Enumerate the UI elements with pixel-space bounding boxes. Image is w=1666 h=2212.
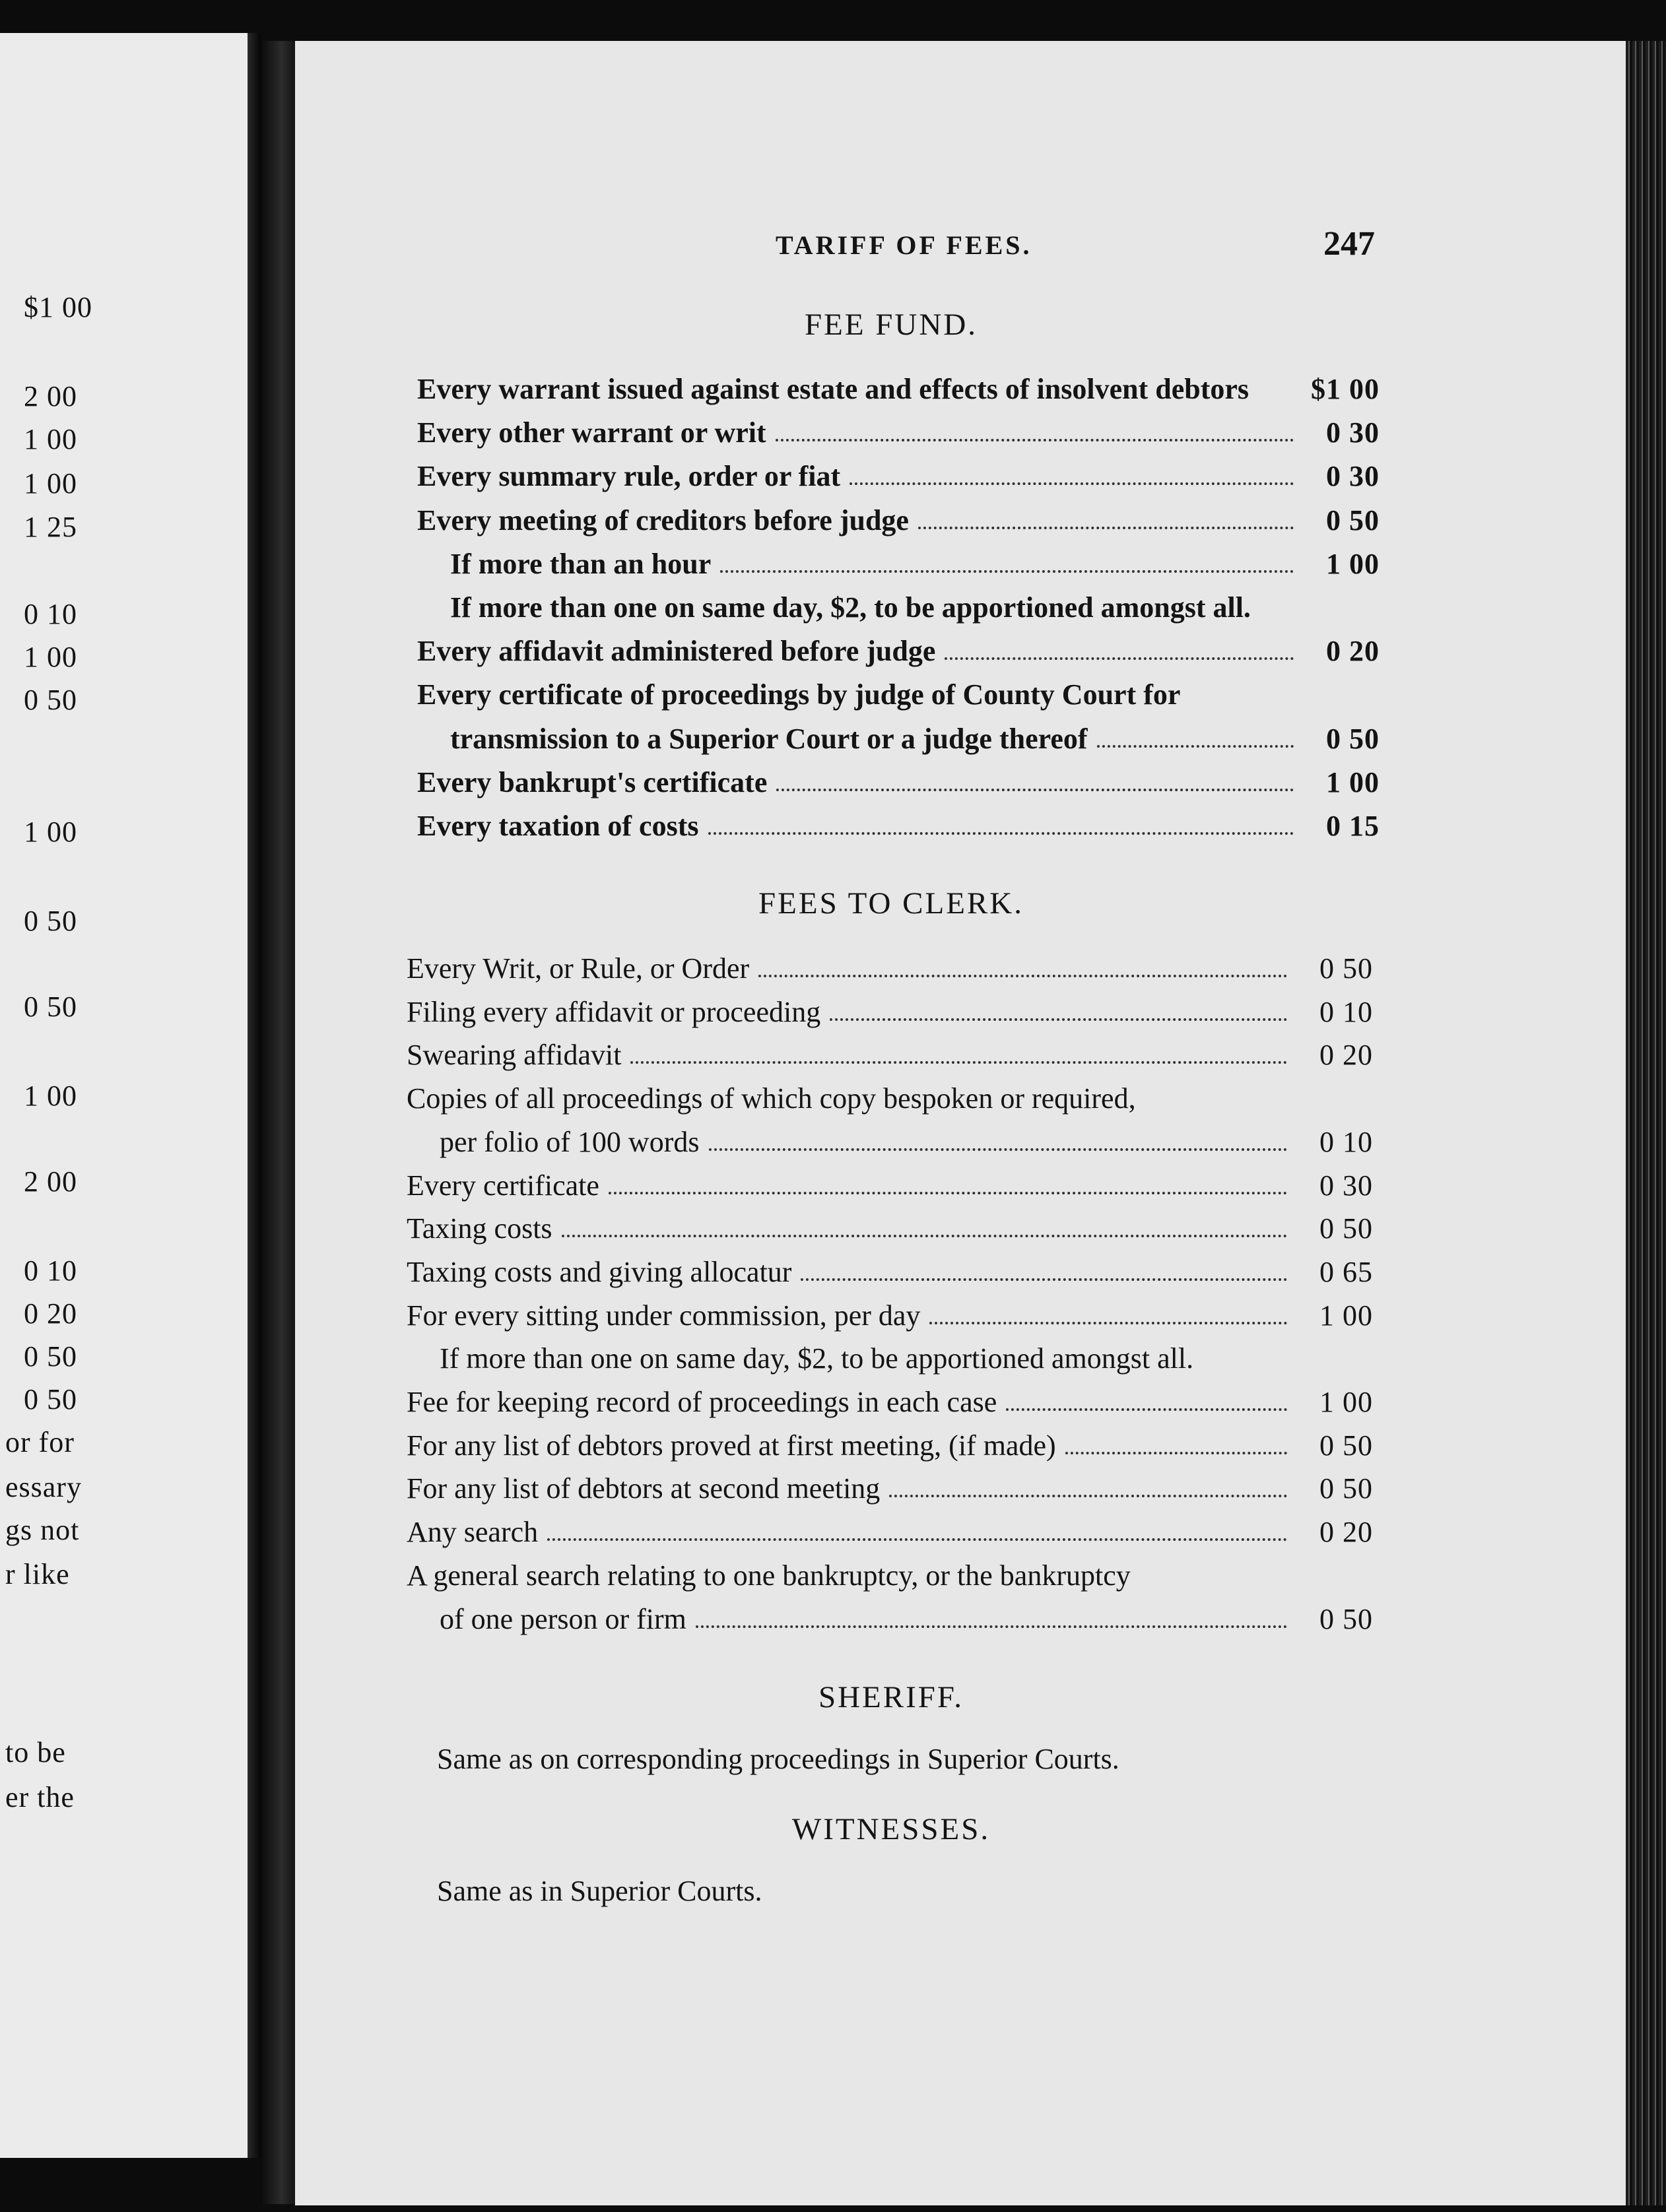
fee-amount: 0 10	[1319, 1125, 1373, 1158]
dot-leader	[609, 1192, 1287, 1194]
fee-row	[417, 453, 1380, 493]
dot-leader	[801, 1278, 1287, 1281]
fee-amount: 0 50	[1319, 952, 1373, 985]
fee-description: Every bankrupt's certificate	[417, 765, 768, 798]
fee-description: Taxing costs and giving allocatur	[407, 1255, 792, 1288]
fee-row	[407, 1206, 1373, 1245]
left-page-fragment: essary	[5, 1471, 82, 1503]
gutter-shadow	[248, 33, 261, 2158]
dot-leader	[1097, 745, 1294, 748]
fee-description: Any search	[407, 1516, 539, 1549]
fee-amount: 0 30	[1319, 1169, 1373, 1202]
left-facing-page	[0, 33, 248, 2158]
fee-amount: 0 50	[1319, 1472, 1373, 1505]
fee-row	[417, 760, 1380, 799]
left-page-fragment: 1 25	[24, 511, 77, 543]
fee-amount: 1 00	[1326, 765, 1380, 798]
fee-row	[407, 1553, 1373, 1592]
fee-row	[417, 628, 1380, 668]
fee-description: Every meeting of creditors before judge	[417, 504, 909, 537]
left-page-fragment: 1 00	[24, 423, 77, 455]
fee-description: per folio of 100 words	[440, 1125, 700, 1158]
page-gutter	[261, 41, 295, 2204]
left-page-fragment: to be	[5, 1736, 66, 1769]
fee-row	[407, 1509, 1373, 1549]
left-page-fragment: er the	[5, 1781, 75, 1813]
fee-amount: 1 00	[1319, 1299, 1373, 1332]
fee-description: Fee for keeping record of proceedings in each case	[407, 1386, 997, 1418]
dot-leader	[547, 1538, 1287, 1541]
dot-leader	[945, 657, 1294, 660]
fee-description: A general search relating to one bankruptcy, or the bankruptcy	[407, 1559, 1131, 1592]
dot-leader	[758, 975, 1287, 977]
fee-description: Swearing affidavit	[407, 1039, 622, 1072]
fee-description: For any list of debtors proved at first meeting, (if made)	[407, 1429, 1056, 1462]
fee-amount: 0 20	[1326, 635, 1380, 668]
dot-leader	[889, 1495, 1287, 1497]
fee-amount: 0 30	[1326, 416, 1380, 449]
dot-leader	[709, 1148, 1288, 1151]
fee-row	[450, 541, 1380, 581]
fee-description: Filing every affidavit or proceeding	[407, 995, 821, 1028]
sheriff-text: Same as on corresponding proceedings in Superior Courts.	[437, 1743, 1119, 1775]
fee-row	[407, 1423, 1373, 1462]
fee-row	[407, 1076, 1373, 1115]
dot-leader	[630, 1061, 1287, 1064]
dot-leader	[830, 1018, 1287, 1021]
fee-amount: 0 50	[1319, 1602, 1373, 1635]
left-page-fragment: 0 50	[24, 684, 77, 716]
left-page-fragment: r like	[5, 1558, 70, 1590]
left-page-fragment: 0 20	[24, 1297, 77, 1330]
fee-amount: 0 30	[1326, 460, 1380, 493]
fee-row	[407, 1466, 1373, 1505]
fee-row	[440, 1596, 1373, 1636]
left-page-fragment: 1 00	[24, 467, 77, 500]
fee-row	[417, 410, 1380, 449]
fee-row	[407, 1032, 1373, 1072]
fee-amount: 0 50	[1319, 1429, 1373, 1462]
left-page-fragment: 1 00	[24, 1080, 77, 1112]
dot-leader	[562, 1235, 1287, 1237]
fee-row	[407, 1163, 1373, 1202]
fee-description: Every certificate	[407, 1169, 599, 1202]
witnesses-heading: WITNESSES.	[791, 1812, 991, 1846]
fee-description: Every Writ, or Rule, or Order	[407, 952, 750, 985]
fee-amount: 0 50	[1319, 1212, 1373, 1245]
left-page-fragment: 0 10	[24, 1254, 77, 1287]
left-page-fragment: $1 00	[24, 291, 92, 323]
fee-fund-heading: FEE FUND.	[804, 308, 978, 342]
left-page-fragment: or for	[5, 1426, 75, 1458]
fee-row	[407, 989, 1373, 1029]
left-page-fragment: 2 00	[24, 380, 77, 412]
fee-row	[417, 672, 1380, 711]
left-page-fragment: 1 00	[24, 816, 77, 848]
fee-row	[407, 1249, 1373, 1289]
dot-leader	[1065, 1452, 1287, 1454]
fee-row	[417, 366, 1380, 406]
fee-amount: 1 00	[1319, 1386, 1373, 1418]
fee-row	[417, 803, 1380, 843]
fee-amount: 0 20	[1319, 1516, 1373, 1549]
fee-amount: 0 65	[1319, 1255, 1373, 1288]
page-edge-stack	[1626, 41, 1666, 2205]
left-page-fragment: 1 00	[24, 641, 77, 673]
running-title: TARIFF OF FEES.	[776, 230, 1032, 260]
fee-description: Every affidavit administered before judge	[417, 635, 936, 668]
fee-row	[440, 1119, 1373, 1159]
fee-row	[407, 946, 1373, 985]
left-page-fragment: 0 50	[24, 1383, 77, 1415]
fee-description: Every summary rule, order or fiat	[417, 460, 841, 493]
left-page-fragment: 0 50	[24, 991, 77, 1023]
sheriff-heading: SHERIFF.	[818, 1680, 964, 1714]
dot-leader	[776, 789, 1294, 791]
fee-amount: $1 00	[1311, 373, 1380, 405]
fee-amount: 0 50	[1326, 722, 1380, 755]
fee-amount: 0 10	[1319, 995, 1373, 1028]
fees-to-clerk-heading: FEES TO CLERK.	[758, 886, 1024, 921]
fee-description: of one person or firm	[440, 1602, 686, 1635]
dot-leader	[696, 1625, 1287, 1628]
left-page-fragment: gs not	[5, 1514, 80, 1546]
fee-row	[407, 1379, 1373, 1419]
fee-row	[417, 498, 1380, 537]
fee-description: Every other warrant or writ	[417, 416, 766, 449]
fee-amount: 0 15	[1326, 810, 1380, 842]
fee-description: transmission to a Superior Court or a judge thereof	[450, 722, 1088, 755]
fee-description: Copies of all proceedings of which copy bespoken or required,	[407, 1082, 1136, 1115]
left-page-fragment: 0 50	[24, 1340, 77, 1373]
fee-amount: 1 00	[1326, 547, 1380, 580]
fee-description: Taxing costs	[407, 1212, 552, 1245]
witnesses-text: Same as in Superior Courts.	[437, 1875, 762, 1907]
fee-row	[407, 1293, 1373, 1332]
fee-description: If more than one on same day, $2, to be apportioned amongst all.	[440, 1342, 1194, 1375]
fee-amount: 0 50	[1326, 504, 1380, 537]
left-page-fragment: 0 50	[24, 905, 77, 937]
fee-row	[440, 1336, 1373, 1375]
fee-description: If more than an hour	[450, 547, 712, 580]
fee-row	[450, 585, 1380, 624]
fee-description: Every taxation of costs	[417, 810, 699, 842]
dot-leader	[720, 570, 1294, 573]
fee-description: For any list of debtors at second meeting	[407, 1472, 881, 1505]
fee-description: Every warrant issued against estate and effects of insolvent debtors	[417, 373, 1249, 405]
fee-description: For every sitting under commission, per day	[407, 1299, 921, 1332]
fee-description: If more than one on same day, $2, to be apportioned amongst all.	[450, 591, 1251, 624]
left-page-fragment: 0 10	[24, 598, 77, 630]
page-number: 247	[1323, 225, 1375, 263]
dot-leader	[776, 439, 1294, 441]
dot-leader	[918, 527, 1294, 529]
dot-leader	[929, 1322, 1287, 1324]
fee-row	[450, 716, 1380, 756]
left-page-fragment: 2 00	[24, 1165, 77, 1198]
fee-description: Every certificate of proceedings by judge of County Court for	[417, 678, 1181, 711]
dot-leader	[708, 832, 1294, 835]
dot-leader	[1006, 1408, 1287, 1411]
fee-amount: 0 20	[1319, 1039, 1373, 1072]
dot-leader	[850, 482, 1294, 485]
